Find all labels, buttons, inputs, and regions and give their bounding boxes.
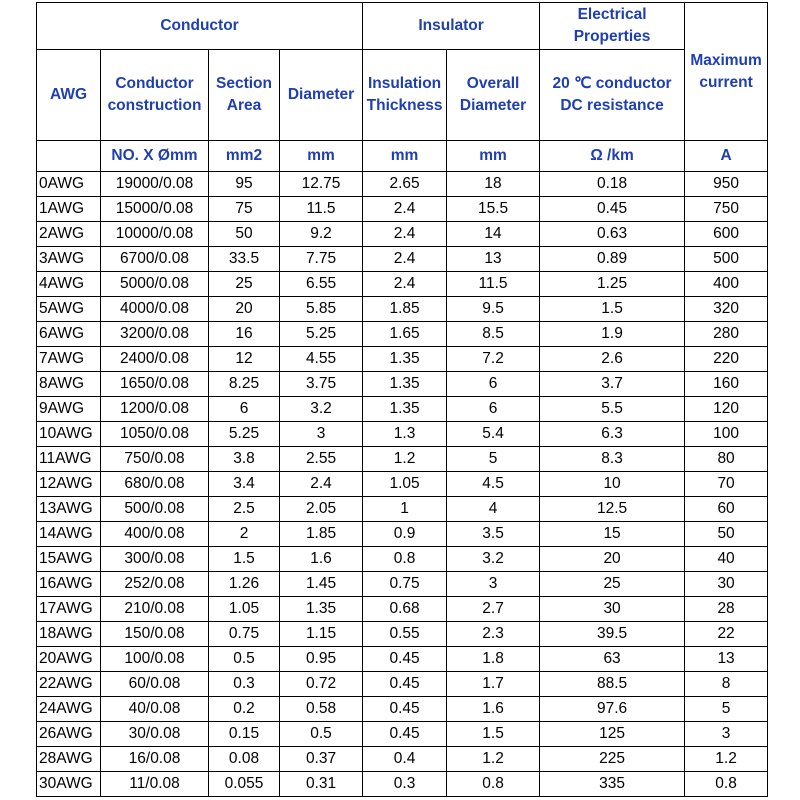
cell-section: 3.8	[209, 447, 280, 472]
diameter-column-header: Diameter	[280, 50, 363, 141]
cell-section: 5.25	[209, 422, 280, 447]
max-current-header-line2: current	[699, 73, 753, 91]
cell-construction: 400/0.08	[101, 522, 209, 547]
cell-insulation: 1.05	[363, 472, 447, 497]
cell-diameter: 1.45	[280, 572, 363, 597]
cell-resistance: 0.45	[540, 197, 685, 222]
cell-construction: 5000/0.08	[101, 272, 209, 297]
cell-insulation: 2.4	[363, 272, 447, 297]
cell-construction: 680/0.08	[101, 472, 209, 497]
cell-insulation: 0.55	[363, 622, 447, 647]
cell-current: 320	[685, 297, 768, 322]
cell-awg: 20AWG	[37, 647, 101, 672]
cell-resistance: 15	[540, 522, 685, 547]
cell-resistance: 0.89	[540, 247, 685, 272]
cell-section: 2.5	[209, 497, 280, 522]
cell-section: 1.26	[209, 572, 280, 597]
cell-resistance: 10	[540, 472, 685, 497]
cell-resistance: 1.9	[540, 322, 685, 347]
cell-diameter: 0.58	[280, 697, 363, 722]
cell-insulation: 2.4	[363, 247, 447, 272]
cell-resistance: 1.5	[540, 297, 685, 322]
cell-diameter: 9.2	[280, 222, 363, 247]
cell-current: 80	[685, 447, 768, 472]
cell-awg: 6AWG	[37, 322, 101, 347]
table-row	[37, 647, 768, 672]
cell-construction: 1200/0.08	[101, 397, 209, 422]
cell-awg: 17AWG	[37, 597, 101, 622]
cell-resistance: 25	[540, 572, 685, 597]
table-row	[37, 447, 768, 472]
cell-diameter: 3	[280, 422, 363, 447]
section-header-line1: Section	[216, 75, 272, 92]
cell-resistance: 5.5	[540, 397, 685, 422]
table-row	[37, 547, 768, 572]
cell-resistance: 12.5	[540, 497, 685, 522]
cell-overall: 13	[447, 247, 540, 272]
table-row	[37, 347, 768, 372]
cell-awg: 7AWG	[37, 347, 101, 372]
cell-resistance: 63	[540, 647, 685, 672]
cell-current: 8	[685, 672, 768, 697]
cell-overall: 1.2	[447, 747, 540, 772]
cell-construction: 500/0.08	[101, 497, 209, 522]
cell-construction: 2400/0.08	[101, 347, 209, 372]
cell-section: 75	[209, 197, 280, 222]
cell-construction: 150/0.08	[101, 622, 209, 647]
cell-awg: 10AWG	[37, 422, 101, 447]
cell-construction: 11/0.08	[101, 772, 209, 797]
cell-insulation: 0.45	[363, 647, 447, 672]
construction-column-header	[101, 50, 209, 141]
cell-construction: 1050/0.08	[101, 422, 209, 447]
cell-overall: 8.5	[447, 322, 540, 347]
cell-awg: 13AWG	[37, 497, 101, 522]
cell-insulation: 1.85	[363, 297, 447, 322]
electrical-header-line1: Electrical	[577, 6, 647, 23]
cell-diameter: 2.4	[280, 472, 363, 497]
cell-current: 220	[685, 347, 768, 372]
construction-header-line2: construction	[107, 97, 202, 114]
cell-section: 20	[209, 297, 280, 322]
cell-resistance: 335	[540, 772, 685, 797]
table-row	[37, 172, 768, 197]
cell-current: 120	[685, 397, 768, 422]
cell-section: 95	[209, 172, 280, 197]
insulation-unit-header: mm	[363, 141, 447, 172]
cell-diameter: 0.31	[280, 772, 363, 797]
cell-resistance: 39.5	[540, 622, 685, 647]
cell-awg: 22AWG	[37, 672, 101, 697]
cell-overall: 2.7	[447, 597, 540, 622]
max-current-header-line1: Maximum	[690, 51, 762, 69]
cell-construction: 210/0.08	[101, 597, 209, 622]
table-row	[37, 372, 768, 397]
cell-overall: 3	[447, 572, 540, 597]
header-units-row	[37, 141, 768, 172]
cell-diameter: 4.55	[280, 347, 363, 372]
cell-diameter: 0.37	[280, 747, 363, 772]
conductor-group-header: Conductor	[37, 3, 363, 50]
cell-construction: 60/0.08	[101, 672, 209, 697]
cell-construction: 1650/0.08	[101, 372, 209, 397]
cell-insulation: 0.4	[363, 747, 447, 772]
table-row	[37, 572, 768, 597]
cell-awg: 4AWG	[37, 272, 101, 297]
table-row	[37, 247, 768, 272]
header-group-row	[37, 3, 768, 50]
cell-awg: 28AWG	[37, 747, 101, 772]
cell-section: 3.4	[209, 472, 280, 497]
cell-construction: 40/0.08	[101, 697, 209, 722]
cell-diameter: 7.75	[280, 247, 363, 272]
cell-section: 0.3	[209, 672, 280, 697]
cell-section: 0.08	[209, 747, 280, 772]
cell-overall: 1.6	[447, 697, 540, 722]
cell-current: 22	[685, 622, 768, 647]
insulation-header-line1: Insulation	[367, 75, 442, 92]
cell-construction: 300/0.08	[101, 547, 209, 572]
cell-awg: 9AWG	[37, 397, 101, 422]
cell-resistance: 6.3	[540, 422, 685, 447]
table-row	[37, 722, 768, 747]
cell-awg: 30AWG	[37, 772, 101, 797]
cell-resistance: 97.6	[540, 697, 685, 722]
cell-current: 100	[685, 422, 768, 447]
cell-diameter: 3.2	[280, 397, 363, 422]
maximum-current-header	[685, 3, 768, 141]
cell-insulation: 1.35	[363, 372, 447, 397]
cell-overall: 5.4	[447, 422, 540, 447]
awg-wire-spec-table	[36, 2, 768, 797]
cell-section: 33.5	[209, 247, 280, 272]
cell-overall: 6	[447, 372, 540, 397]
cell-awg: 18AWG	[37, 622, 101, 647]
cell-diameter: 11.5	[280, 197, 363, 222]
cell-section: 6	[209, 397, 280, 422]
overall-header-line2: Diameter	[459, 97, 527, 114]
cell-awg: 1AWG	[37, 197, 101, 222]
cell-insulation: 0.45	[363, 722, 447, 747]
cell-insulation: 0.3	[363, 772, 447, 797]
cell-current: 160	[685, 372, 768, 397]
cell-overall: 18	[447, 172, 540, 197]
cell-current: 60	[685, 497, 768, 522]
cell-current: 280	[685, 322, 768, 347]
cell-resistance: 88.5	[540, 672, 685, 697]
cell-insulation: 1.35	[363, 347, 447, 372]
cell-diameter: 0.72	[280, 672, 363, 697]
awg-unit-header	[37, 141, 101, 172]
cell-awg: 0AWG	[37, 172, 101, 197]
table-row	[37, 672, 768, 697]
section-header-line2: Area	[226, 97, 262, 114]
cell-construction: 16/0.08	[101, 747, 209, 772]
cell-insulation: 1	[363, 497, 447, 522]
cell-resistance: 20	[540, 547, 685, 572]
cell-section: 1.5	[209, 547, 280, 572]
cell-awg: 12AWG	[37, 472, 101, 497]
awg-column-header: AWG	[37, 50, 101, 141]
construction-unit-header: NO. X Ømm	[101, 141, 209, 172]
cell-section: 25	[209, 272, 280, 297]
cell-overall: 1.8	[447, 647, 540, 672]
cell-overall: 15.5	[447, 197, 540, 222]
cell-diameter: 5.25	[280, 322, 363, 347]
insulator-group-header: Insulator	[363, 3, 540, 50]
table-row	[37, 597, 768, 622]
table-row	[37, 522, 768, 547]
cell-overall: 3.5	[447, 522, 540, 547]
cell-construction: 6700/0.08	[101, 247, 209, 272]
cell-awg: 8AWG	[37, 372, 101, 397]
cell-resistance: 0.63	[540, 222, 685, 247]
cell-diameter: 1.15	[280, 622, 363, 647]
cell-current: 40	[685, 547, 768, 572]
cell-current: 50	[685, 522, 768, 547]
cell-diameter: 5.85	[280, 297, 363, 322]
cell-section: 0.75	[209, 622, 280, 647]
insulation-header-line2: Thickness	[366, 97, 443, 114]
cell-awg: 24AWG	[37, 697, 101, 722]
cell-awg: 15AWG	[37, 547, 101, 572]
cell-construction: 252/0.08	[101, 572, 209, 597]
current-unit-header: A	[685, 141, 768, 172]
cell-current: 400	[685, 272, 768, 297]
cell-diameter: 0.95	[280, 647, 363, 672]
table-row	[37, 397, 768, 422]
cell-current: 30	[685, 572, 768, 597]
cell-resistance: 225	[540, 747, 685, 772]
cell-awg: 26AWG	[37, 722, 101, 747]
cell-insulation: 0.8	[363, 547, 447, 572]
cell-section: 0.5	[209, 647, 280, 672]
cell-insulation: 2.4	[363, 197, 447, 222]
section-unit-header: mm2	[209, 141, 280, 172]
cell-overall: 2.3	[447, 622, 540, 647]
table-row	[37, 772, 768, 797]
dc-resistance-column-header	[540, 50, 685, 141]
cell-resistance: 1.25	[540, 272, 685, 297]
cell-overall: 4.5	[447, 472, 540, 497]
table-body	[37, 172, 768, 797]
cell-section: 0.15	[209, 722, 280, 747]
cell-resistance: 125	[540, 722, 685, 747]
table-row	[37, 472, 768, 497]
cell-overall: 6	[447, 397, 540, 422]
cell-section: 50	[209, 222, 280, 247]
cell-resistance: 0.18	[540, 172, 685, 197]
cell-insulation: 1.2	[363, 447, 447, 472]
cell-overall: 9.5	[447, 297, 540, 322]
cell-current: 28	[685, 597, 768, 622]
cell-awg: 2AWG	[37, 222, 101, 247]
table-row	[37, 297, 768, 322]
cell-construction: 19000/0.08	[101, 172, 209, 197]
overall-unit-header: mm	[447, 141, 540, 172]
cell-overall: 4	[447, 497, 540, 522]
cell-section: 1.05	[209, 597, 280, 622]
cell-overall: 5	[447, 447, 540, 472]
electrical-properties-header	[540, 3, 685, 50]
cell-construction: 3200/0.08	[101, 322, 209, 347]
cell-section: 16	[209, 322, 280, 347]
cell-resistance: 2.6	[540, 347, 685, 372]
cell-overall: 1.5	[447, 722, 540, 747]
cell-awg: 11AWG	[37, 447, 101, 472]
cell-resistance: 8.3	[540, 447, 685, 472]
cell-insulation: 0.45	[363, 672, 447, 697]
cell-insulation: 0.45	[363, 697, 447, 722]
cell-current: 950	[685, 172, 768, 197]
table-row	[37, 322, 768, 347]
cell-insulation: 1.3	[363, 422, 447, 447]
resistance-unit-header: Ω /km	[540, 141, 685, 172]
cell-section: 0.2	[209, 697, 280, 722]
cell-overall: 0.8	[447, 772, 540, 797]
cell-diameter: 2.05	[280, 497, 363, 522]
cell-section: 12	[209, 347, 280, 372]
table-row	[37, 697, 768, 722]
resistance-header-line1: 20 ℃ conductor	[552, 75, 672, 92]
table-row	[37, 747, 768, 772]
cell-current: 750	[685, 197, 768, 222]
overall-header-line1: Overall	[466, 75, 520, 92]
section-area-column-header	[209, 50, 280, 141]
diameter-unit-header: mm	[280, 141, 363, 172]
cell-diameter: 1.85	[280, 522, 363, 547]
table-row	[37, 622, 768, 647]
cell-section: 2	[209, 522, 280, 547]
cell-diameter: 3.75	[280, 372, 363, 397]
cell-overall: 7.2	[447, 347, 540, 372]
cell-current: 13	[685, 647, 768, 672]
table-row	[37, 422, 768, 447]
cell-construction: 750/0.08	[101, 447, 209, 472]
insulation-thickness-column-header	[363, 50, 447, 141]
cell-diameter: 0.5	[280, 722, 363, 747]
cell-overall: 14	[447, 222, 540, 247]
cell-awg: 14AWG	[37, 522, 101, 547]
cell-current: 500	[685, 247, 768, 272]
cell-current: 5	[685, 697, 768, 722]
resistance-header-line2: DC resistance	[560, 97, 664, 114]
header-column-row	[37, 50, 768, 141]
cell-overall: 11.5	[447, 272, 540, 297]
table-row	[37, 222, 768, 247]
cell-section: 0.055	[209, 772, 280, 797]
cell-resistance: 3.7	[540, 372, 685, 397]
cell-construction: 4000/0.08	[101, 297, 209, 322]
cell-insulation: 0.9	[363, 522, 447, 547]
cell-insulation: 1.65	[363, 322, 447, 347]
cell-current: 3	[685, 722, 768, 747]
table-row	[37, 272, 768, 297]
cell-construction: 15000/0.08	[101, 197, 209, 222]
cell-diameter: 6.55	[280, 272, 363, 297]
cell-diameter: 12.75	[280, 172, 363, 197]
cell-current: 0.8	[685, 772, 768, 797]
cell-insulation: 1.35	[363, 397, 447, 422]
overall-diameter-column-header	[447, 50, 540, 141]
table-row	[37, 197, 768, 222]
cell-diameter: 2.55	[280, 447, 363, 472]
table-row	[37, 497, 768, 522]
construction-header-line1: Conductor	[115, 75, 194, 92]
cell-insulation: 2.4	[363, 222, 447, 247]
cell-resistance: 30	[540, 597, 685, 622]
cell-section: 8.25	[209, 372, 280, 397]
cell-awg: 5AWG	[37, 297, 101, 322]
cell-overall: 3.2	[447, 547, 540, 572]
cell-construction: 30/0.08	[101, 722, 209, 747]
cell-current: 70	[685, 472, 768, 497]
cell-diameter: 1.6	[280, 547, 363, 572]
cell-awg: 3AWG	[37, 247, 101, 272]
cell-insulation: 2.65	[363, 172, 447, 197]
cell-construction: 10000/0.08	[101, 222, 209, 247]
cell-overall: 1.7	[447, 672, 540, 697]
cell-awg: 16AWG	[37, 572, 101, 597]
cell-current: 600	[685, 222, 768, 247]
cell-insulation: 0.68	[363, 597, 447, 622]
cell-construction: 100/0.08	[101, 647, 209, 672]
cell-current: 1.2	[685, 747, 768, 772]
cell-diameter: 1.35	[280, 597, 363, 622]
electrical-header-line2: Properties	[573, 28, 651, 45]
cell-insulation: 0.75	[363, 572, 447, 597]
